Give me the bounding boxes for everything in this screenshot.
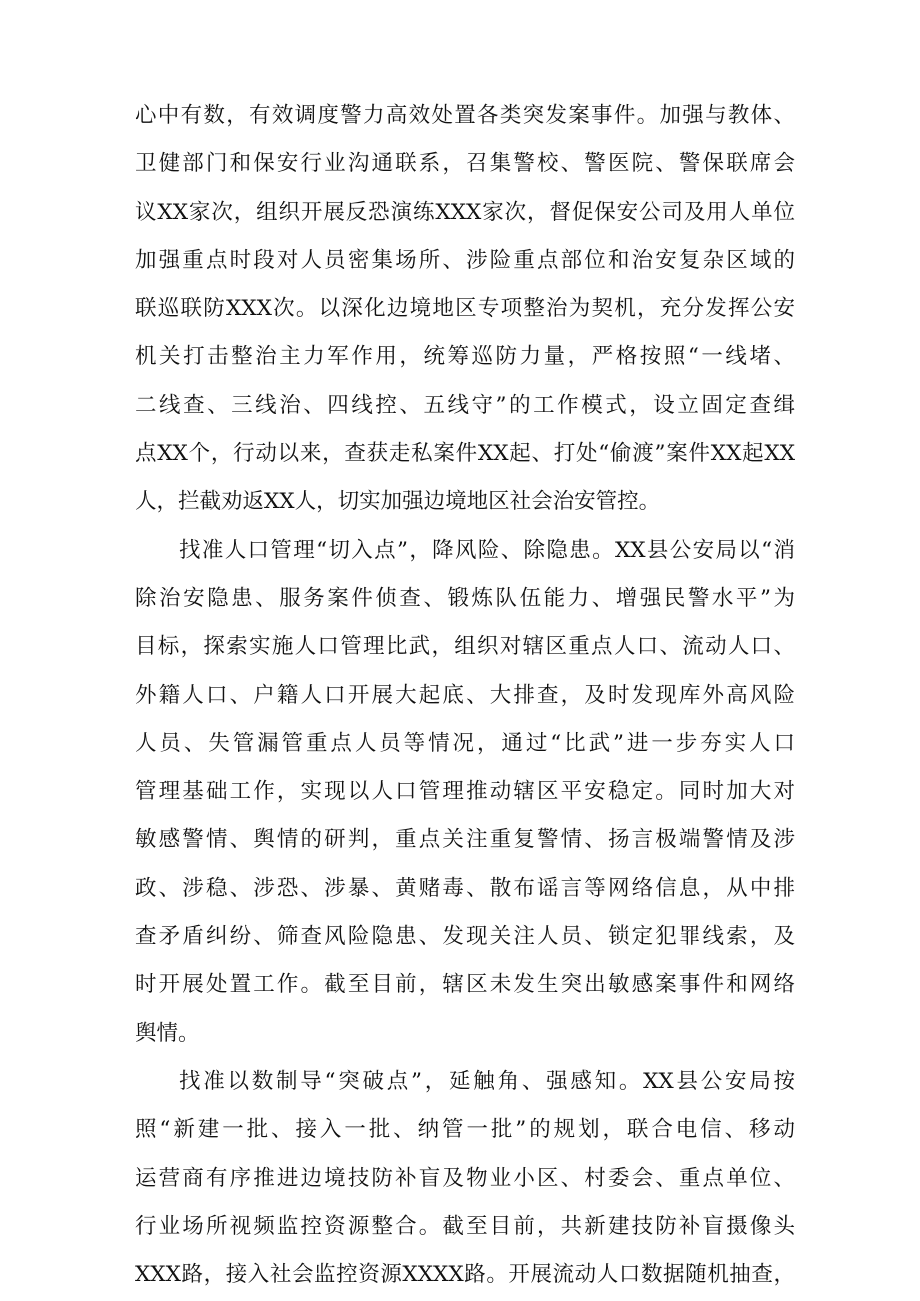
text-line: 敏感警情、舆情的研判，重点关注重复警情、扬言极端警情及涉 [135, 827, 795, 853]
text-line: 照“新建一批、接入一批、纳管一批”的规划，联合电信、移动 [135, 1117, 795, 1143]
text-line: 时开展处置工作。截至目前，辖区未发生突出敏感案事件和网络 [135, 972, 795, 998]
text-line: 联巡联防XXX次。以深化边境地区专项整治为契机，充分发挥公安 [135, 296, 795, 322]
paragraph-2 [135, 527, 795, 1058]
text-line: 目标，探索实施人口管理比武，组织对辖区重点人口、流动人口、 [135, 634, 795, 660]
text-line: XXX路，接入社会监控资源XXXX路。开展流动人口数据随机抽查， [135, 1262, 795, 1288]
text-line: 找准人口管理“切入点”，降风险、除隐患。XX县公安局以“消 [179, 537, 795, 563]
text-line: 卫健部门和保安行业沟通联系，召集警校、警医院、警保联席会 [135, 151, 795, 177]
text-line: 点XX个，行动以来，查获走私案件XX起、打处“偷渡”案件XX起XX [135, 441, 795, 467]
text-line: 舆情。 [135, 1020, 200, 1046]
text-line: 运营商有序推进边境技防补盲及物业小区、村委会、重点单位、 [135, 1165, 795, 1191]
paragraph-3 [135, 1058, 795, 1299]
text-line: 政、涉稳、涉恐、涉暴、黄赌毒、散布谣言等网络信息，从中排 [135, 875, 795, 901]
text-line: 人员、失管漏管重点人员等情况，通过“比武”进一步夯实人口 [135, 730, 795, 756]
text-line: 心中有数，有效调度警力高效处置各类突发案事件。加强与教体、 [135, 103, 795, 128]
text-line: 管理基础工作，实现以人口管理推动辖区平安稳定。同时加大对 [135, 779, 795, 805]
text-line: 二线查、三线治、四线控、五线守”的工作模式，设立固定查缉 [135, 392, 795, 418]
text-line: 找准以数制导“突破点”，延触角、强感知。XX县公安局按 [179, 1068, 795, 1094]
text-line: 议XX家次，组织开展反恐演练XXX家次，督促保安公司及用人单位 [135, 199, 795, 225]
paragraph-1 [135, 92, 795, 527]
text-line: 除治安隐患、服务案件侦查、锻炼队伍能力、增强民警水平”为 [135, 585, 795, 611]
text-line: 行业场所视频监控资源整合。截至目前，共新建技防补盲摄像头 [135, 1213, 795, 1239]
document-page [135, 92, 795, 1299]
text-line: 人，拦截劝返XX人，切实加强边境地区社会治安管控。 [135, 489, 661, 515]
text-line: 外籍人口、户籍人口开展大起底、大排查，及时发现库外高风险 [135, 682, 795, 708]
text-line: 机关打击整治主力军作用，统筹巡防力量，严格按照“一线堵、 [135, 344, 795, 370]
text-line: 加强重点时段对人员密集场所、涉险重点部位和治安复杂区域的 [135, 247, 795, 273]
text-line: 查矛盾纠纷、筛查风险隐患、发现关注人员、锁定犯罪线索，及 [135, 924, 795, 950]
